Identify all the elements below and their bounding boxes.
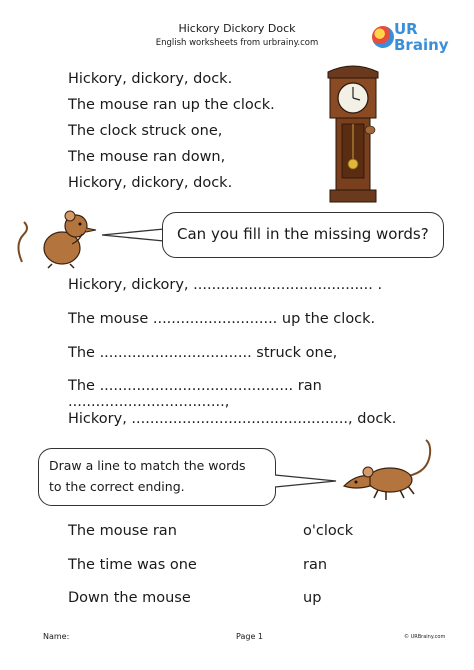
match-right-item[interactable]: up <box>303 590 322 606</box>
fill-in-line[interactable]: Hickory, dickory, ....................................... . <box>68 277 383 293</box>
fill-in-line[interactable]: The ................................. struck one, <box>68 345 338 361</box>
globe-icon <box>372 26 394 48</box>
match-right-item[interactable]: ran <box>303 557 328 573</box>
poem-line: Hickory, dickory, dock. <box>68 175 233 191</box>
speech-bubble-tail <box>274 474 338 488</box>
urbrainy-logo <box>370 18 450 58</box>
fill-in-line[interactable]: The .......................................... ran .................................., <box>68 378 322 410</box>
sitting-mouse-illustration <box>12 204 102 270</box>
page-number: Page 1 <box>236 632 263 641</box>
speech-bubble-instruction <box>162 212 444 258</box>
match-instruction-line: Draw a line to match the words <box>49 458 246 473</box>
poem-line: Hickory, dickory, dock. <box>68 71 233 87</box>
match-left-item[interactable]: The time was one <box>68 557 197 573</box>
poem-line: The mouse ran down, <box>68 149 226 165</box>
walking-mouse-illustration <box>338 436 438 506</box>
logo-text-bottom: Brainy <box>394 36 449 54</box>
grandfather-clock-illustration <box>318 60 388 210</box>
fill-in-line[interactable]: Hickory, ..............................................., dock. <box>68 411 397 427</box>
worksheet-subtitle: English worksheets from urbrainy.com <box>155 38 319 48</box>
instruction-text: Can you fill in the missing words? <box>177 225 429 243</box>
name-label: Name: <box>43 632 70 641</box>
poem-line: The clock struck one, <box>68 123 223 139</box>
fill-in-line[interactable]: The mouse ........................... up the clock. <box>68 311 376 327</box>
match-right-item[interactable]: o'clock <box>303 523 354 539</box>
poem-line: The mouse ran up the clock. <box>68 97 275 113</box>
speech-bubble-tail <box>102 228 166 242</box>
match-left-item[interactable]: The mouse ran <box>68 523 177 539</box>
speech-bubble-match-instruction <box>38 448 276 506</box>
match-left-item[interactable]: Down the mouse <box>68 590 191 606</box>
match-instruction-line: to the correct ending. <box>49 479 185 494</box>
poem <box>68 69 275 199</box>
worksheet-title: Hickory Dickory Dock <box>178 22 296 35</box>
copyright-text: © URBrainy.com <box>404 634 446 640</box>
logo-text-top: UR <box>394 20 418 38</box>
